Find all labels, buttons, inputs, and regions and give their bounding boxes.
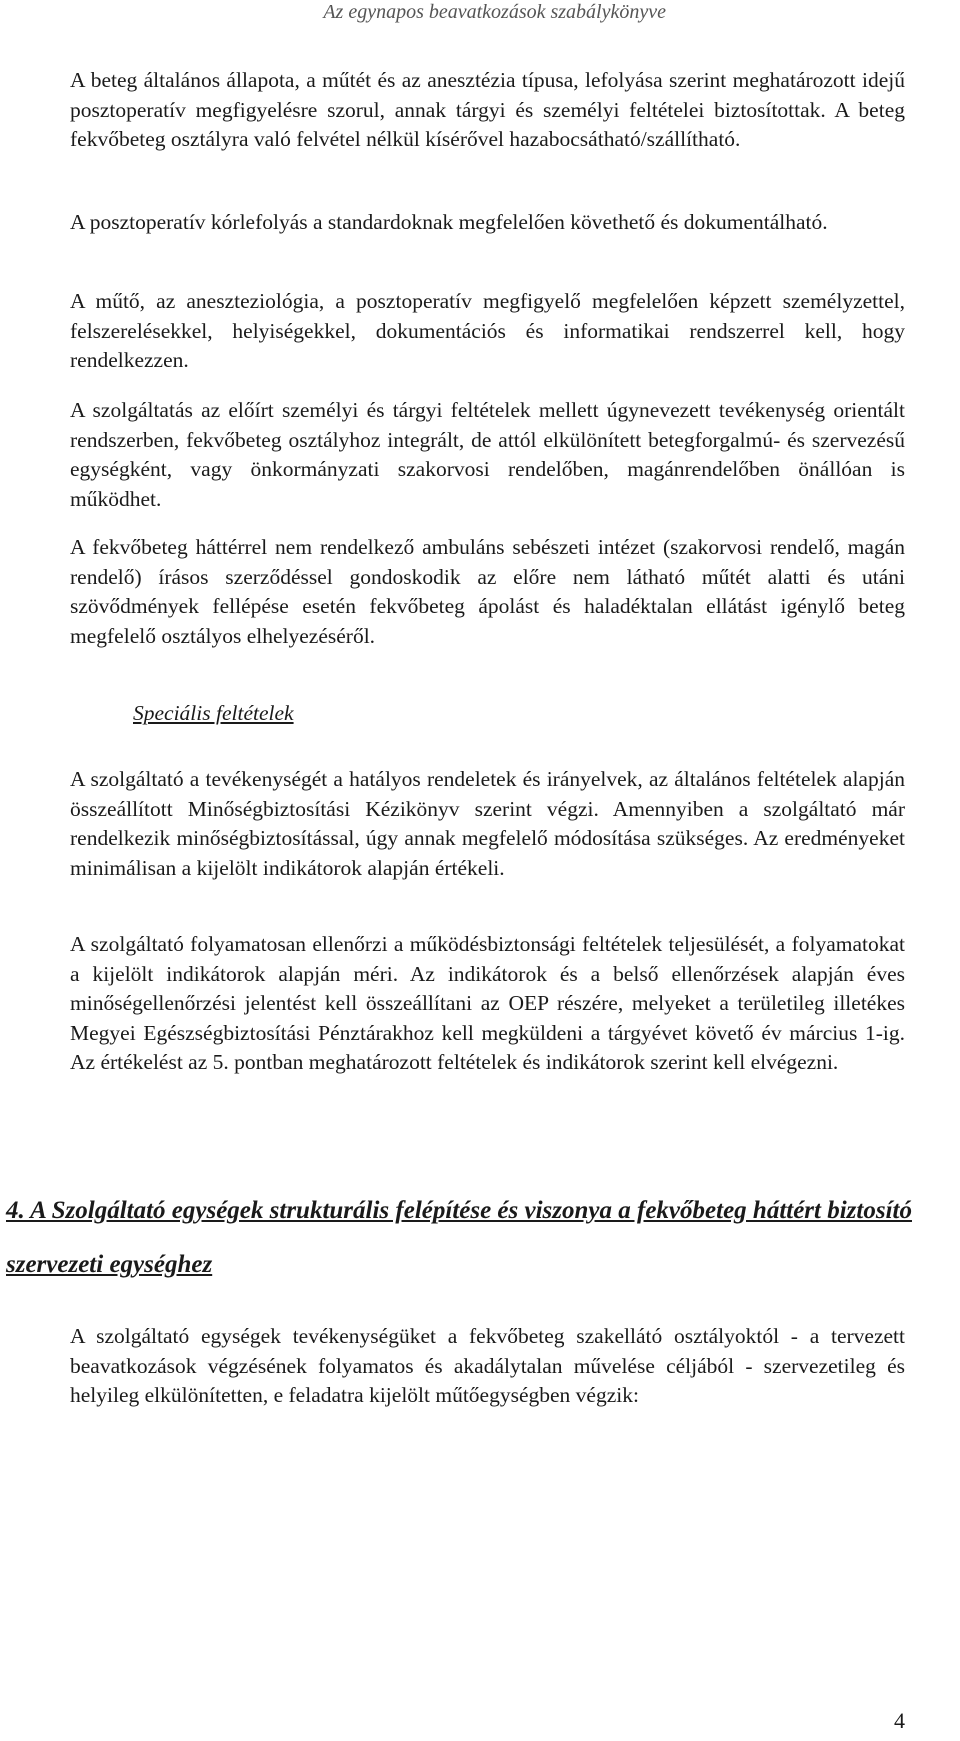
subheading-special-conditions: Speciális feltételek xyxy=(133,701,294,725)
paragraph-operating-room-requirements: A műtő, az aneszteziológia, a posztoperatív megfigyelő megfelelően képzett személyzettel, felszerelésekkel, helyiségekkel, dokumentációs és informatikai rendszerrel kell, hogy rendelkezzen. xyxy=(70,289,905,372)
running-header: Az egynapos beavatkozások szabálykönyve xyxy=(323,1,666,23)
paragraph-service-units: A szolgáltató egységek tevékenységüket a fekvőbeteg szakellátó osztályoktól - a tervezett beavatkozások végzésének folyamatos és akadálytalan művelése céljából - szervezetileg és helyileg elkülönítetten, e feladatra kijelölt műtőegységben végzik: xyxy=(70,1324,905,1407)
paragraph-postoperative-course: A posztoperatív kórlefolyás a standardoknak megfelelően követhető és dokumentálható. xyxy=(70,210,828,234)
paragraph-quality-control: A szolgáltató folyamatosan ellenőrzi a működésbiztonsági feltételek teljesülését, a folyamatokat a kijelölt indikátorok alapján méri. Az indikátorok és a belső ellenőrzések alapján éves minőségellenőrzési jelentést kell összeállítani az OEP részére, melyeket a területileg illetékes Megyei Egészségbiztosítási Pénztárakhoz kell megküldeni a tárgyévet követő év március 1-ig. Az értékelést az 5. pontban meghatározott feltételek és indikátorok szerint kell elvégezni. xyxy=(70,932,905,1074)
paragraph-postoperative-observation: A beteg általános állapota, a műtét és az anesztézia típusa, lefolyása szerint meghatározott idejű posztoperatív megfigyelésre szorul, annak tárgyi és személyi feltételei biztosítottak. A beteg fekvőbeteg osztályra való felvétel nélkül kísérővel hazabocsátható/szállítható. xyxy=(70,68,905,151)
section-heading-4: 4. A Szolgáltató egységek strukturális felépítése és viszonya a fekvőbeteg háttért biztosító szervezeti egységhez xyxy=(6,1197,912,1278)
page-number: 4 xyxy=(894,1708,905,1733)
paragraph-inpatient-backup: A fekvőbeteg háttérrel nem rendelkező ambuláns sebészeti intézet (szakorvosi rendelő, magán rendelő) írásos szerződéssel gondoskodik az előre nem látható műtét alatti és utáni szövődmények fellépése esetén fekvőbeteg ápolást és haladéktalan ellátást igénylő beteg megfelelő osztályos elhelyezéséről. xyxy=(70,535,905,648)
paragraph-service-organization: A szolgáltatás az előírt személyi és tárgyi feltételek mellett úgynevezett tevékenység orientált rendszerben, fekvőbeteg osztályhoz integrált, de attól elkülönített betegforgalmú- és szervezésű egységként, vagy önkormányzati szakorvosi rendelőben, magánrendelőben önállóan is működhet. xyxy=(70,398,905,511)
paragraph-quality-manual: A szolgáltató a tevékenységét a hatályos rendeletek és irányelvek, az általános feltételek alapján összeállított Minőségbiztosítási Kézikönyv szerint végzi. Amennyiben a szolgáltató már rendelkezik minőségbiztosítással, úgy annak megfelelő módosítása szükséges. Az eredményeket minimálisan a kijelölt indikátorok alapján értékeli. xyxy=(70,767,905,880)
